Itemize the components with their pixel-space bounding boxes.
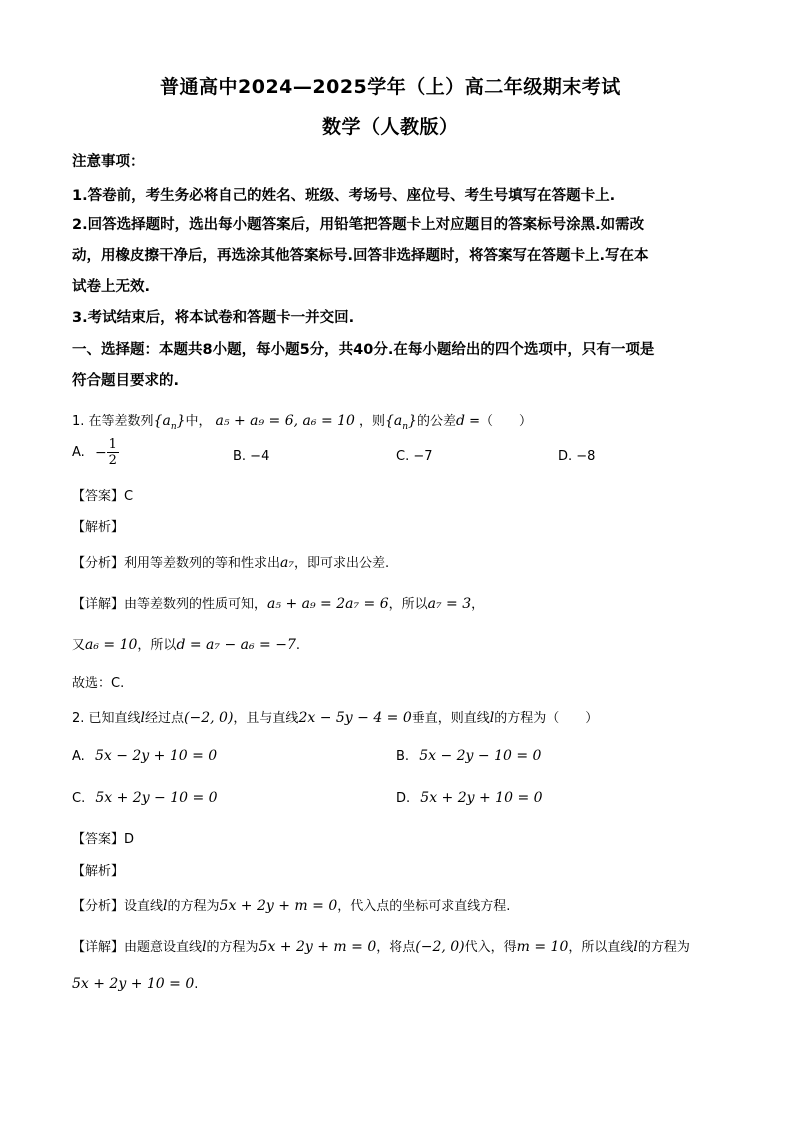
question-2-xiangjie-line-1: 【详解】由题意设直线l的方程为5x + 2y + m = 0，将点(−2, 0)代入，得m = 10，所以直线l的方程为 — [72, 939, 690, 955]
page-title: 普通高中2024—2025学年（上）高二年级期末考试 — [160, 76, 621, 98]
section-heading-line-1: 一、选择题：本题共8小题，每小题5分，共40分.在每小题给出的四个选项中，只有一项是 — [72, 342, 655, 358]
notice-item-2-line-2: 动，用橡皮擦干净后，再选涂其他答案标号.回答非选择题时，将答案写在答题卡上.写在本 — [72, 248, 649, 264]
question-1-option-c: C. −7 — [396, 449, 433, 464]
question-1-prefix: 1. 在等差数列 — [72, 414, 154, 429]
question-1-choose: 故选：C. — [72, 676, 125, 691]
question-1-option-b: B. −4 — [233, 449, 270, 464]
question-1-analysis-label: 【解析】 — [72, 520, 125, 535]
question-2-option-a: A. 5x − 2y + 10 = 0 — [72, 748, 218, 764]
question-1-option-d: D. −8 — [558, 449, 596, 464]
question-2-xiangjie-line-2: 5x + 2y + 10 = 0. — [72, 976, 199, 992]
question-2-option-c: C. 5x + 2y − 10 = 0 — [72, 790, 218, 806]
notice-item-2-line-1: 2.回答选择题时，选出每小题答案后，用铅笔把答题卡上对应题目的答案标号涂黑.如需改 — [72, 217, 645, 233]
question-1-condition: a₅ + a₉ = 6, a₆ = 10 — [215, 413, 355, 429]
question-2: 2. 已知直线l经过点(−2, 0)，且与直线2x − 5y − 4 = 0垂直，则直线l的方程为（ ） — [72, 710, 599, 726]
question-2-fenxi: 【分析】设直线l的方程为5x + 2y + m = 0，代入点的坐标可求直线方程. — [72, 898, 511, 914]
question-1-xiangjie-line-2: 又a₆ = 10，所以d = a₇ − a₆ = −7. — [72, 637, 300, 653]
question-2-analysis-label: 【解析】 — [72, 864, 125, 879]
question-1-xiangjie-line-1: 【详解】由等差数列的性质可知，a₅ + a₉ = 2a₇ = 6，所以a₇ = 3， — [72, 596, 485, 612]
question-1-option-a: A. − $\frac{1}{2}$ — [72, 437, 117, 468]
page-subtitle: 数学（人教版） — [322, 116, 459, 138]
question-2-answer: 【答案】D — [72, 832, 135, 847]
notice-item-2-line-3: 试卷上无效. — [72, 279, 151, 295]
question-1-sequence: $\{a_n\}$ — [153, 413, 186, 432]
question-2-option-d: D. 5x + 2y + 10 = 0 — [396, 790, 543, 806]
notice-item-3: 3.考试结束后，将本试卷和答题卡一并交回. — [72, 310, 355, 326]
question-1-fenxi: 【分析】利用等差数列的等和性求出a₇，即可求出公差. — [72, 555, 390, 571]
question-1-answer: 【答案】C — [72, 489, 134, 504]
fraction-one-half: $\frac{1}{2}$ — [108, 437, 117, 468]
question-1: 1. 在等差数列$\{a_n\}$中， a₅ + a₉ = 6, a₆ = 10 ，则$\{a_n\}$的公差d =（ ） — [72, 413, 532, 432]
question-2-option-b: B. 5x − 2y − 10 = 0 — [396, 748, 542, 764]
notice-item-1: 1.答卷前，考生务必将自己的姓名、班级、考场号、座位号、考生号填写在答题卡上. — [72, 188, 616, 204]
section-heading-line-2: 符合题目要求的. — [72, 373, 180, 389]
notice-heading: 注意事项： — [72, 154, 145, 170]
